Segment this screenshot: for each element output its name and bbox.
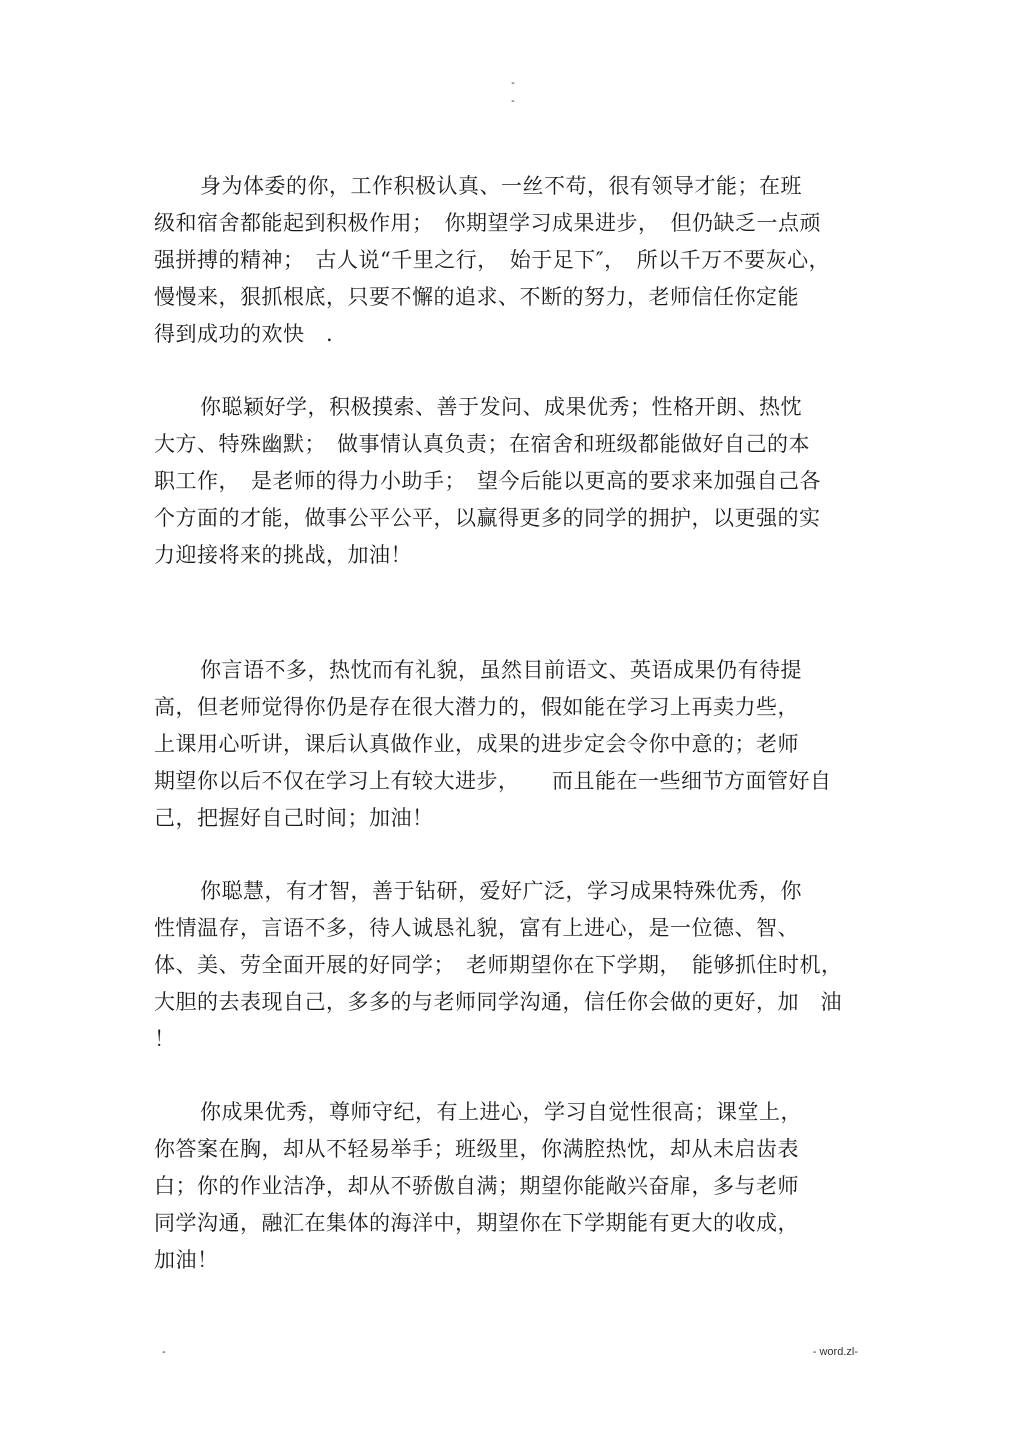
paragraph-5 bbox=[154, 1094, 860, 1279]
paragraph-line: 体、美、劳全面开展的好同学； 老师期望你在下学期， 能够抓住时机， bbox=[154, 953, 843, 977]
paragraph-line: 力迎接将来的挑战，加油！ bbox=[154, 543, 412, 567]
page-header-marks bbox=[508, 74, 518, 110]
paragraph-line: 大胆的去表现自己，多多的与老师同学沟通，信任你会做的更好，加 油 bbox=[154, 990, 842, 1014]
paragraph-line: 强拼搏的精神； 古人说“千里之行， 始于足下″， 所以千万不要灰心， bbox=[154, 248, 831, 272]
paragraph-line: 你言语不多，热忱而有礼貌，虽然目前语文、英语成果仍有待提 bbox=[200, 658, 802, 682]
paragraph-line: 身为体委的你，工作积极认真、一丝不苟，很有领导才能；在班 bbox=[200, 174, 802, 198]
paragraph-line: 职工作， 是老师的得力小助手； 望今后能以更高的要求来加强自己各 bbox=[154, 469, 821, 493]
paragraph-line: 加油！ bbox=[154, 1248, 219, 1272]
paragraph-line: 慢慢来，狠抓根底，只要不懈的追求、不断的努力，老师信任你定能 bbox=[154, 285, 799, 309]
paragraph-line: 你聪颖好学，积极摸索、善于发问、成果优秀；性格开朗、热忱 bbox=[200, 395, 802, 419]
paragraph-line: 期望你以后不仅在学习上有较大进步， 而且能在一些细节方面管好自 bbox=[154, 769, 832, 793]
paragraph-1 bbox=[154, 168, 860, 353]
paragraph-line: 上课用心听讲，课后认真做作业，成果的进步定会令你中意的；老师 bbox=[154, 732, 799, 756]
document-body bbox=[154, 168, 860, 1279]
paragraph-line: 大方、特殊幽默； 做事情认真负责；在宿舍和班级都能做好自己的本 bbox=[154, 432, 810, 456]
header-mark-bottom: - bbox=[511, 95, 515, 107]
paragraph-line: 己，把握好自己时间；加油！ bbox=[154, 806, 434, 830]
header-mark-top: - bbox=[511, 77, 515, 89]
paragraph-line: 你成果优秀，尊师守纪，有上进心，学习自觉性很高；课堂上， bbox=[200, 1100, 802, 1124]
paragraph-2 bbox=[154, 389, 860, 574]
paragraph-line: 你聪慧，有才智，善于钻研，爱好广泛，学习成果特殊优秀，你 bbox=[200, 879, 802, 903]
paragraph-4 bbox=[154, 873, 860, 1058]
paragraph-line: 你答案在胸，却从不轻易举手；班级里，你满腔热忱，却从未启齿表 bbox=[154, 1137, 799, 1161]
paragraph-line: 白；你的作业洁净，却从不骄傲自满；期望你能敞兴奋扉，多与老师 bbox=[154, 1174, 799, 1198]
paragraph-line: 高，但老师觉得你仍是存在很大潜力的，假如能在学习上再卖力些， bbox=[154, 695, 799, 719]
paragraph-line: ！ bbox=[154, 1027, 176, 1051]
paragraph-3 bbox=[154, 652, 860, 837]
paragraph-line: 得到成功的欢快 . bbox=[154, 322, 334, 346]
footer-left-mark: - bbox=[162, 1346, 166, 1358]
paragraph-line: 性情温存，言语不多，待人诚恳礼貌，富有上进心，是一位德、智、 bbox=[154, 916, 799, 940]
paragraph-line: 个方面的才能，做事公平公平，以赢得更多的同学的拥护，以更强的实 bbox=[154, 506, 821, 530]
paragraph-line: 同学沟通，融汇在集体的海洋中，期望你在下学期能有更大的收成， bbox=[154, 1211, 799, 1235]
footer-source-label: - word.zl- bbox=[812, 1346, 858, 1358]
paragraph-line: 级和宿舍都能起到积极作用； 你期望学习成果进步， 但仍缺乏一点顽 bbox=[154, 211, 821, 235]
